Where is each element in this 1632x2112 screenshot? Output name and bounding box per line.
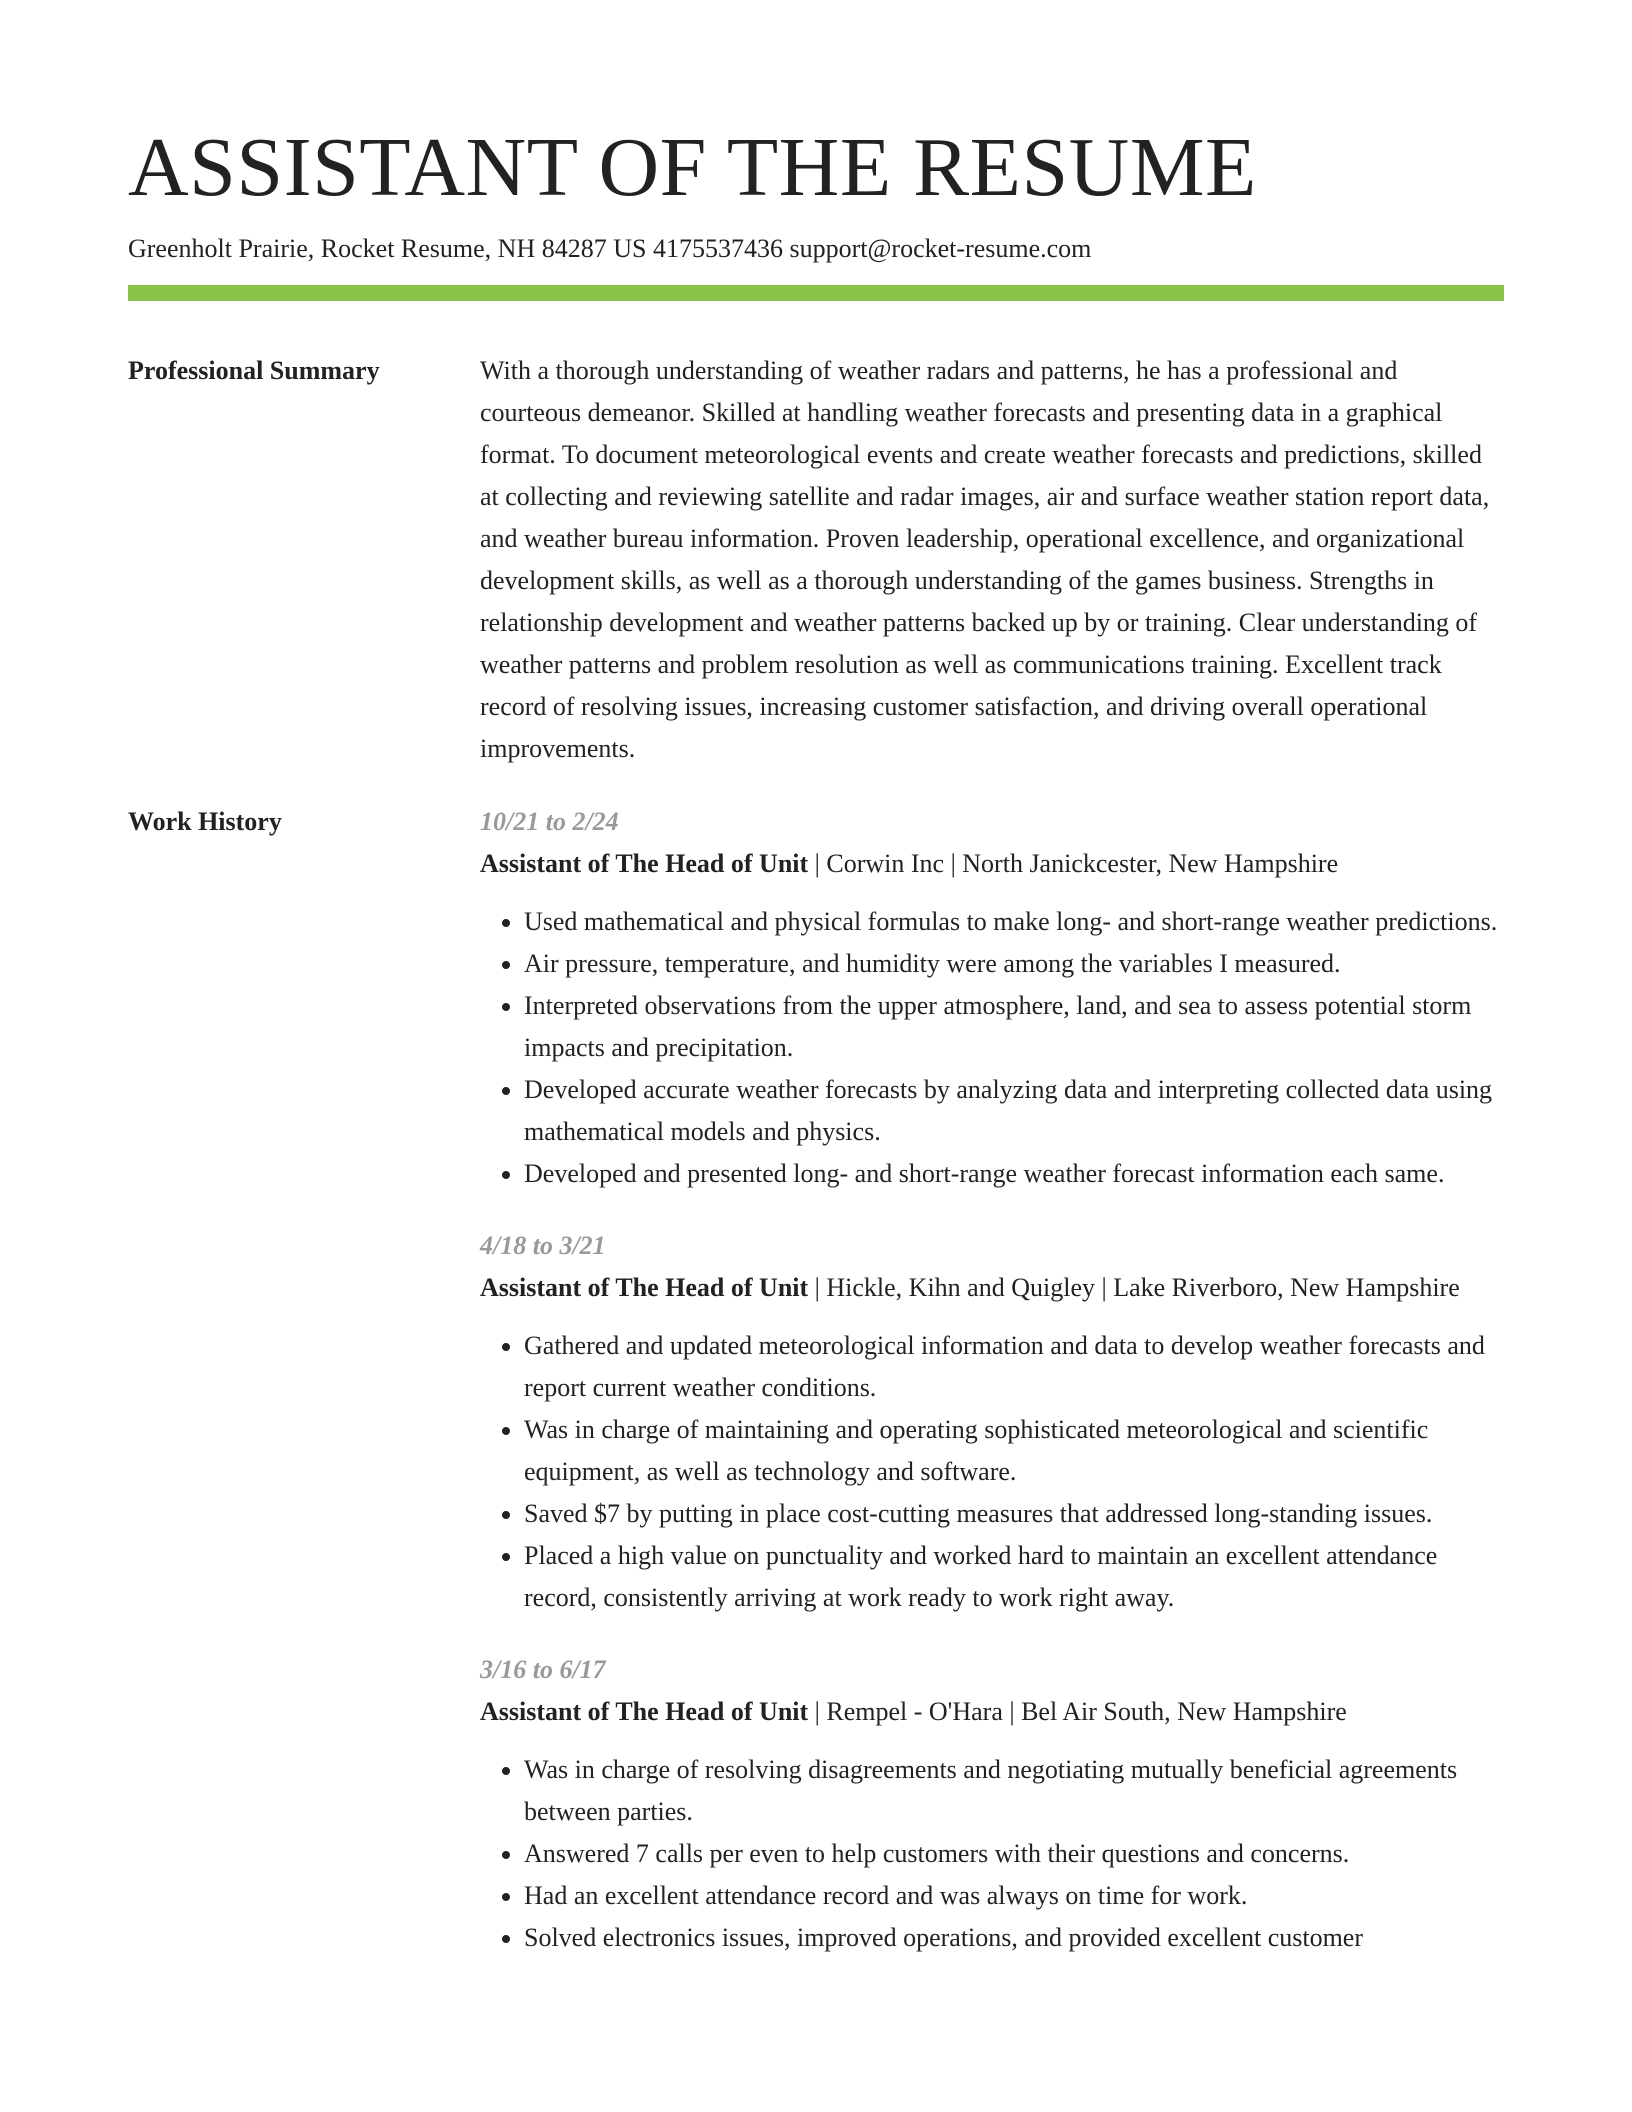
job-bullet: • Gathered and updated meteorological information and data to develop weather forecasts and report current weather conditions. xyxy=(524,1325,1504,1409)
job-entry xyxy=(480,801,1504,1195)
job-heading xyxy=(480,843,1504,885)
job-title: Assistant of The Head of Unit xyxy=(480,1697,809,1726)
header-divider xyxy=(128,285,1504,301)
job-details: | Corwin Inc | North Janickcester, New Hampshire xyxy=(808,849,1339,878)
job-bullet: • Was in charge of resolving disagreements and negotiating mutually beneficial agreements between parties. xyxy=(524,1749,1504,1833)
job-bullet: • Had an excellent attendance record and was always on time for work. xyxy=(524,1875,1504,1917)
job-entry xyxy=(480,1225,1504,1619)
job-bullet: • Air pressure, temperature, and humidity were among the variables I measured. xyxy=(524,943,1504,985)
job-bullet: • Answered 7 calls per even to help customers with their questions and concerns. xyxy=(524,1833,1504,1875)
contact-phone: 4175537436 xyxy=(652,234,783,263)
job-heading xyxy=(480,1267,1504,1309)
contact-line xyxy=(128,230,1091,268)
summary-body xyxy=(480,350,1504,770)
job-dates: 4/18 to 3/21 xyxy=(480,1231,606,1260)
work-history-body xyxy=(480,801,1504,1989)
job-bullet-list xyxy=(480,1749,1504,1959)
job-dates: 10/21 to 2/24 xyxy=(480,807,619,836)
job-bullet-list xyxy=(480,901,1504,1195)
job-title: Assistant of The Head of Unit xyxy=(480,1273,809,1302)
job-bullet: • Saved $7 by putting in place cost-cutting measures that addressed long-standing issues. xyxy=(524,1493,1504,1535)
job-bullet: • Was in charge of maintaining and operating sophisticated meteorological and scientific equipment, as well as technology and software. xyxy=(524,1409,1504,1493)
job-bullet: • Solved electronics issues, improved operations, and provided excellent customer xyxy=(524,1917,1504,1959)
contact-email: support@rocket-resume.com xyxy=(789,234,1092,263)
summary-text: With a thorough understanding of weather radars and patterns, he has a professional and courteous demeanor. Skilled at handling weather forecasts and presenting data in a graphical format. To document meteorological events and create weather forecasts and predictions, skilled at collecting and reviewing satellite and radar images, air and surface weather station report data, and weather bureau information. Proven leadership, operational excellence, and organizational development skills, as well as a thorough understanding of the games business. Strengths in relationship development and weather patterns backed up by or training. Clear understanding of weather patterns and problem resolution as well as communications training. Excellent track record of resolving issues, increasing customer satisfaction, and driving overall operational improvements. xyxy=(480,356,1490,763)
job-bullet-list xyxy=(480,1325,1504,1619)
job-bullet: • Interpreted observations from the upper atmosphere, land, and sea to assess potential storm impacts and precipitation. xyxy=(524,985,1504,1069)
job-bullet: • Developed and presented long- and short-range weather forecast information each same. xyxy=(524,1153,1504,1195)
resume-name: ASSISTANT OF THE RESUME xyxy=(128,121,1257,214)
job-entry xyxy=(480,1649,1504,1959)
summary-label: Professional Summary xyxy=(128,356,380,385)
work-history-label: Work History xyxy=(128,807,282,836)
contact-address: Greenholt Prairie, Rocket Resume, NH 84287 US xyxy=(128,234,647,263)
job-bullet: • Placed a high value on punctuality and worked hard to maintain an excellent attendance record, consistently arriving at work ready to work right away. xyxy=(524,1535,1504,1619)
job-bullet: • Developed accurate weather forecasts by analyzing data and interpreting collected data using mathematical models and physics. xyxy=(524,1069,1504,1153)
job-title: Assistant of The Head of Unit xyxy=(480,849,809,878)
job-dates: 3/16 to 6/17 xyxy=(480,1655,606,1684)
job-details: | Rempel - O'Hara | Bel Air South, New Hampshire xyxy=(808,1697,1347,1726)
job-details: | Hickle, Kihn and Quigley | Lake Riverboro, New Hampshire xyxy=(808,1273,1460,1302)
job-bullet: • Used mathematical and physical formulas to make long- and short-range weather predictions. xyxy=(524,901,1504,943)
job-heading xyxy=(480,1691,1504,1733)
